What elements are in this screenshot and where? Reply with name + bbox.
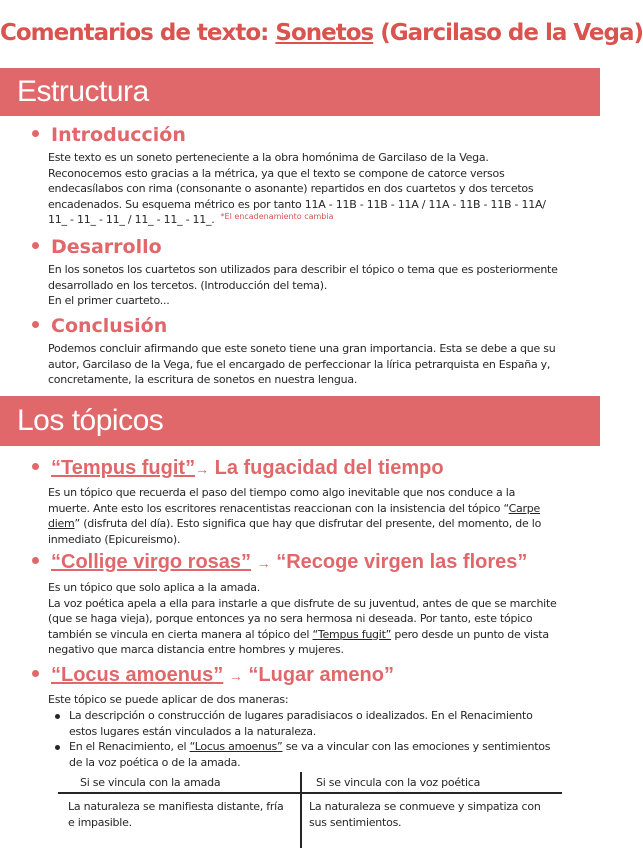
comparison-table (58, 772, 562, 848)
page-title (0, 20, 643, 46)
title-suffix: (Garcilaso de la Vega) (373, 20, 643, 46)
section-header-estructura: Estructura (0, 68, 600, 116)
table-header-voz-poetica: Si se vincula con la voz poética (316, 776, 481, 789)
table-divider-vertical (300, 772, 302, 848)
table-header-amada: Si se vincula con la amada (80, 776, 221, 789)
section-header-topicos: Los tópicos (0, 396, 600, 446)
note-encadenamiento: *El encadenamiento cambia (220, 212, 334, 221)
table-cell-amada: La naturaleza se manifiesta distante, fría e impasible. (68, 800, 284, 829)
bullet-dot (32, 242, 39, 249)
table-cell-voz-poetica: La naturaleza se conmueve y simpatiza con sus sentimientos. (309, 800, 541, 829)
heading-collige-virgo: “Collige virgo rosas” → “Recoge virgen las flores” (32, 551, 527, 574)
paragraph-collige-virgo: Es un tópico que solo aplica a la amada. La voz poética apela a ella para instarle a que disfrute de su juventud, antes de que se marchite (que se haga vieja), porque entonces ya no sera hermosa ni deseada. Por tanto, este tópico también se vincula en cierta manera al tópico del “Tempus fugit” pero desde un punto de vista negativo que marca distancia entre hombres y mujeres. (48, 581, 557, 656)
heading-desarrollo: Desarrollo (32, 236, 162, 258)
table-divider-horizontal (58, 792, 562, 794)
list-item: La descripción o construcción de lugares paradisiacos o idealizados. En el Renacimiento estos lugares están vinculados a la naturaleza. (52, 708, 560, 739)
paragraph-introduccion: Este texto es un soneto perteneciente a la obra homónima de Garcilaso de la Vega. Reconocemos esto gracias a la métrica, ya que el texto se compone de catorce versos endecasílabos con rima (consonante o asonante) repartidos en dos cuartetos y dos tercetos encadenados. Su esquema métrico es por tanto 11A - 11B - 11B - 11A / 11A - 11B - 11B - 11A/ 11_ - 11_ - 11_ / 11_ - 11_ - 11_. $^{*El encadenamiento cambia}$ (48, 151, 546, 226)
paragraph-tempus-fugit: Es un tópico que recuerda el paso del tiempo como algo inevitable que nos conduce a la muerte. Ante esto los escritores renacentistas reaccionan con la insistencia del tópico “Carpe diem” (disfruta del día). Esto significa que hay que disfrutar del presente, del momento, de lo inmediato (Epicureismo). (48, 486, 542, 546)
bullet-dot (32, 557, 39, 564)
bullet-dot (32, 670, 39, 677)
paragraph-locus-intro: Este tópico se puede aplicar de dos maneras: (48, 693, 289, 706)
bullet-dot (32, 463, 39, 470)
paragraph-desarrollo: En los sonetos los cuartetos son utilizados para describir el tópico o tema que es posteriormente desarrollado en los tercetos. (Introducción del tema). En el primer cuarteto... (48, 263, 558, 307)
heading-locus-amoenus: “Locus amoenus” → “Lugar ameno” (32, 664, 394, 687)
bullet-dot (32, 130, 39, 137)
locus-list (52, 708, 560, 770)
heading-introduccion: Introducción (32, 124, 186, 146)
list-item: En el Renacimiento, el “Locus amoenus” se va a vincular con las emociones y sentimientos de la voz poética o de la amada. (52, 739, 560, 770)
heading-conclusion: Conclusión (32, 315, 167, 337)
paragraph-conclusion: Podemos concluir afirmando que este soneto tiene una gran importancia. Esta se debe a que su autor, Garcilaso de la Vega, fue el encargado de perfeccionar la lírica petrarquista en España y, concretamente, la escritura de sonetos en nuestra lengua. (48, 342, 556, 386)
bullet-dot (32, 321, 39, 328)
title-underlined: Sonetos (275, 20, 374, 46)
title-prefix: Comentarios de texto: (0, 20, 276, 46)
heading-tempus-fugit: “Tempus fugit”→ La fugacidad del tiempo (32, 457, 444, 480)
